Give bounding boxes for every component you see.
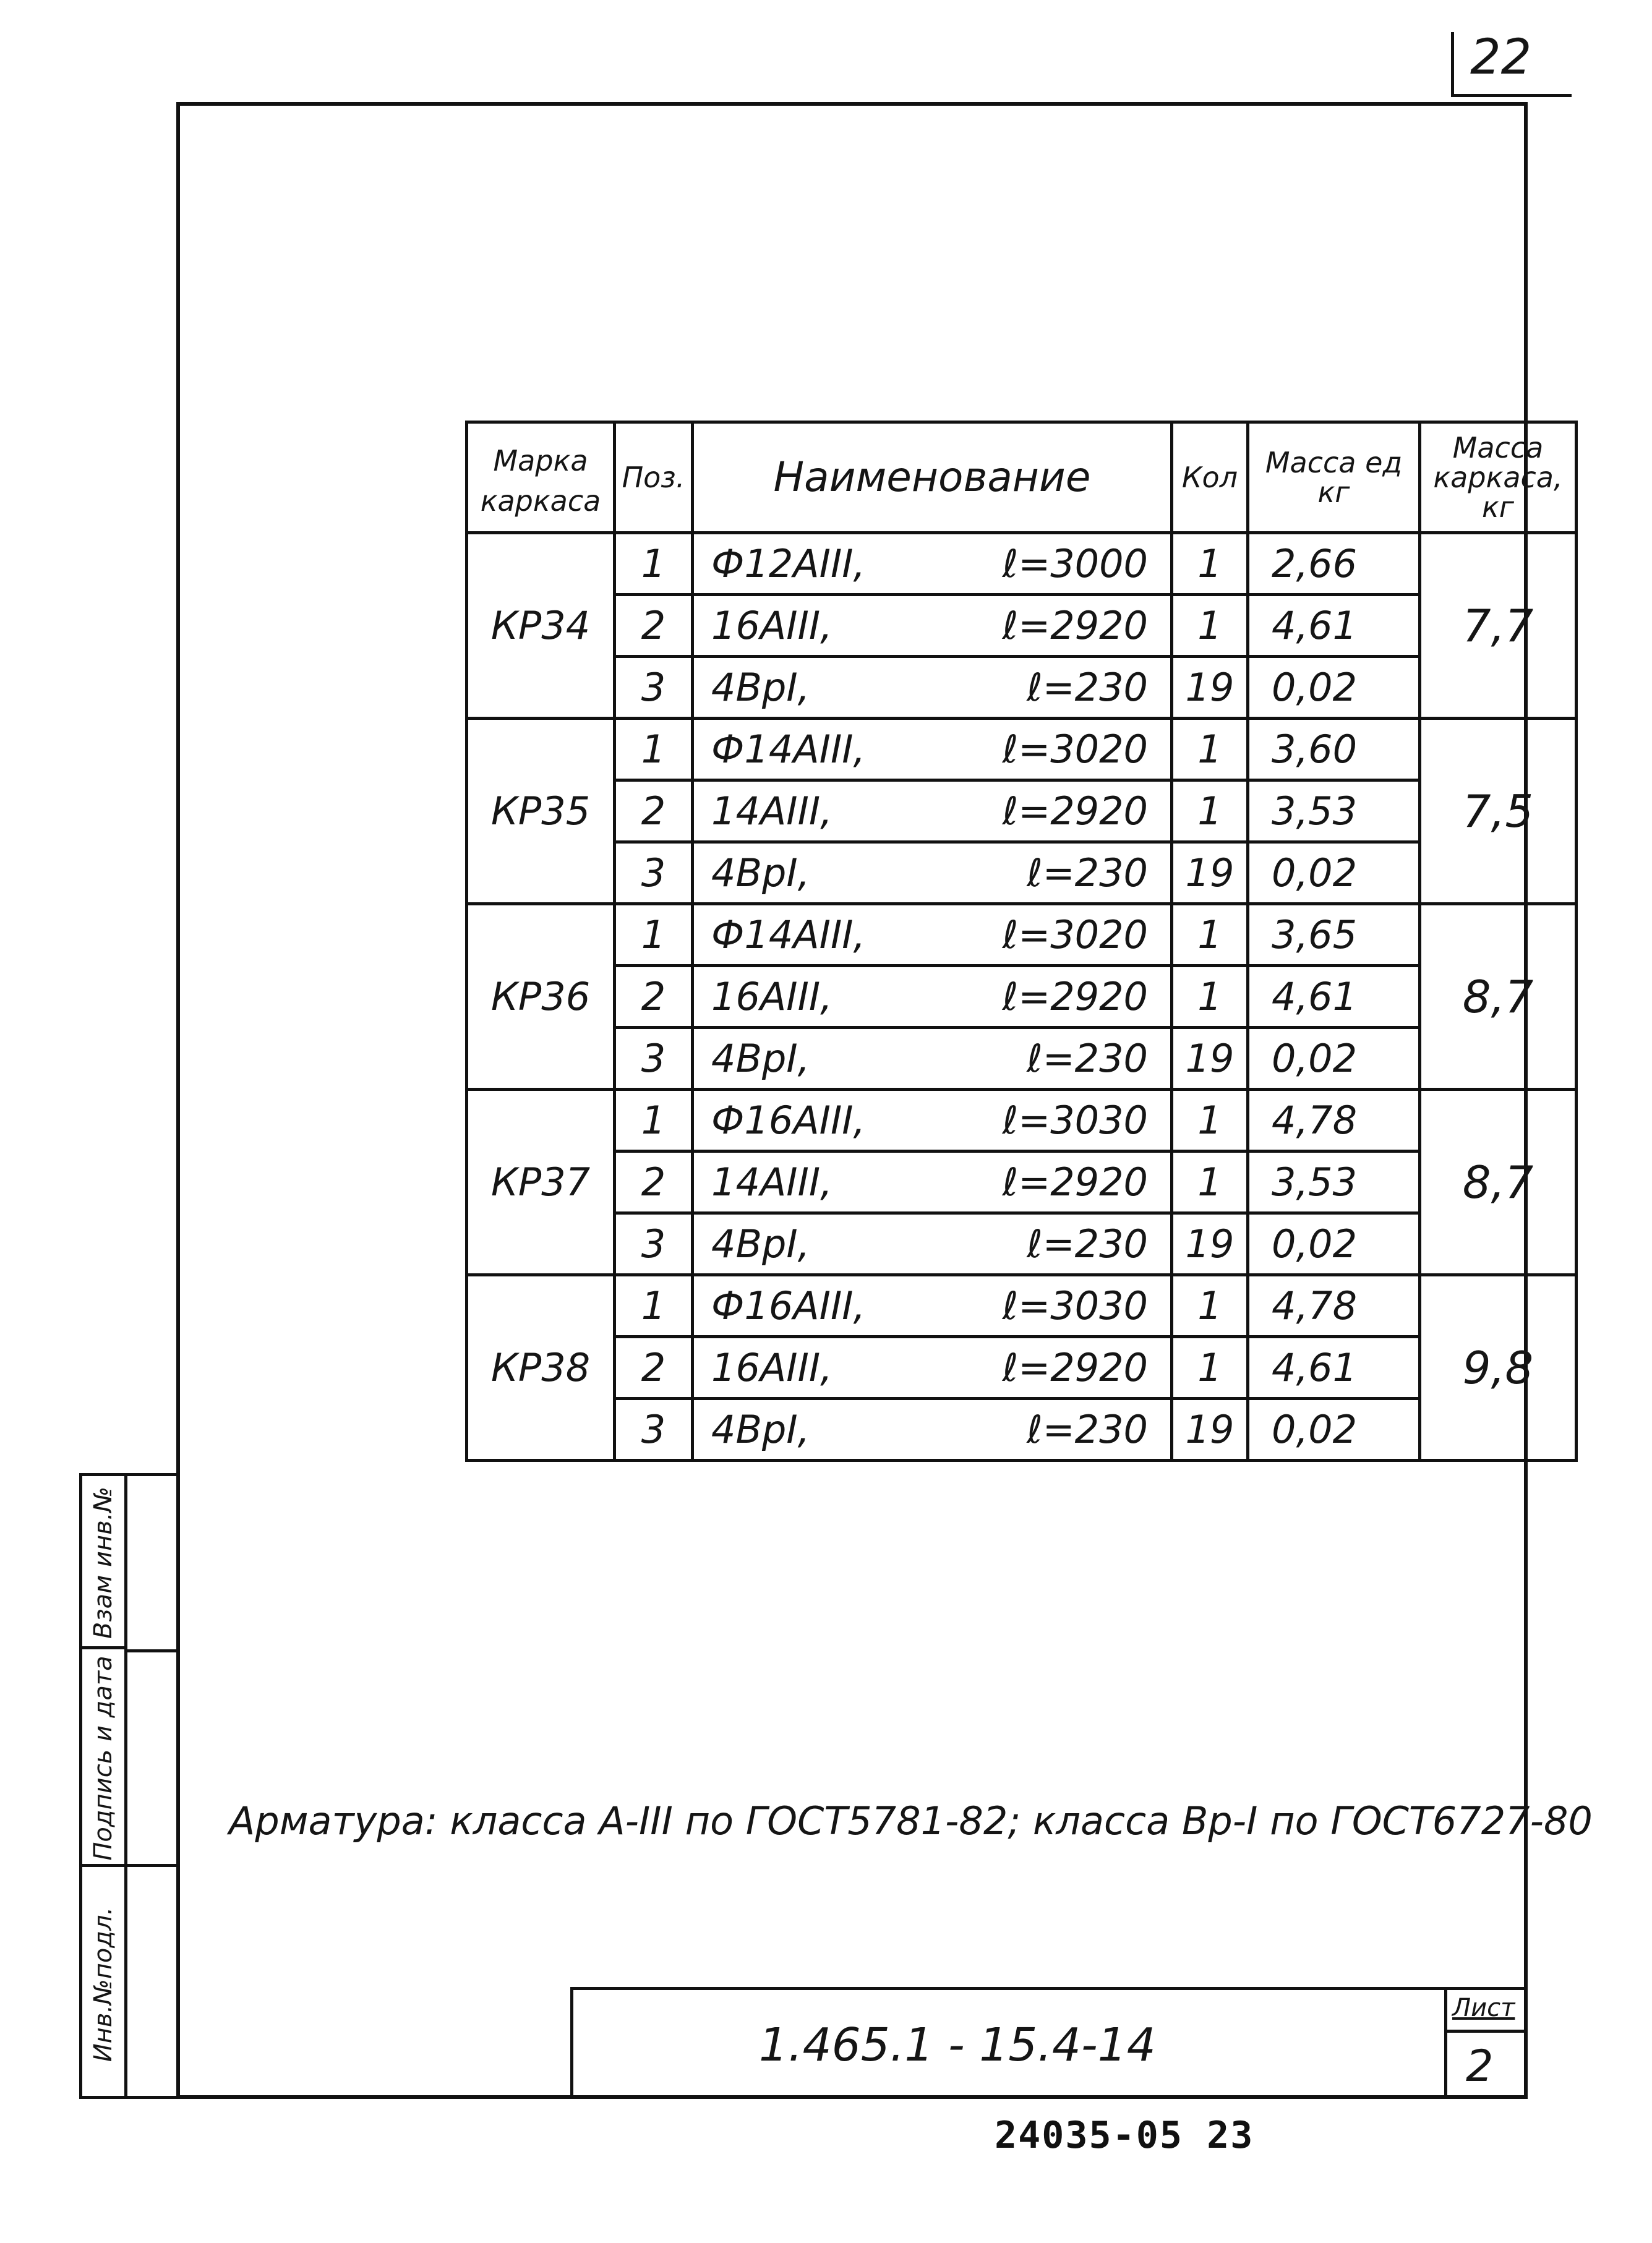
quantity-cell: 19 bbox=[1172, 1399, 1248, 1461]
bar-designation: 4ВрI, bbox=[711, 1221, 810, 1267]
quantity-cell: 1 bbox=[1172, 966, 1248, 1028]
name-cell bbox=[693, 1399, 1172, 1461]
bar-designation: Ф12АIII, bbox=[711, 541, 866, 586]
position-cell: 2 bbox=[615, 966, 693, 1028]
name-cell bbox=[693, 595, 1172, 657]
bar-length: ℓ=230 bbox=[1027, 850, 1148, 895]
side-stamp-label-column bbox=[82, 1476, 127, 2096]
header-unit-mass: Масса ед кг bbox=[1248, 422, 1420, 533]
side-cell-inv bbox=[82, 1867, 124, 2102]
quantity-cell: 19 bbox=[1172, 657, 1248, 719]
quantity-cell: 19 bbox=[1172, 1028, 1248, 1090]
footer-code: 24035-05 23 bbox=[995, 2114, 1254, 2157]
quantity-cell: 1 bbox=[1172, 780, 1248, 842]
name-cell bbox=[693, 719, 1172, 780]
position-cell: 1 bbox=[615, 533, 693, 595]
unit-mass-cell: 4,61 bbox=[1248, 966, 1420, 1028]
bar-length: ℓ=230 bbox=[1027, 1407, 1148, 1452]
bar-length: ℓ=2920 bbox=[1002, 974, 1148, 1019]
bar-length: ℓ=3000 bbox=[1002, 541, 1148, 586]
bar-designation: Ф16АIII, bbox=[711, 1098, 866, 1143]
bar-designation: Ф16АIII, bbox=[711, 1283, 866, 1328]
sheet-label: Лист bbox=[1452, 1994, 1515, 2022]
unit-mass-cell: 0,02 bbox=[1248, 1213, 1420, 1275]
unit-mass-cell: 0,02 bbox=[1248, 1399, 1420, 1461]
unit-mass-cell: 4,61 bbox=[1248, 1337, 1420, 1399]
frame-mark-cell: КР38 bbox=[467, 1275, 615, 1461]
bar-length: ℓ=3020 bbox=[1002, 727, 1148, 772]
side-label-sign-date: Подпись и дата bbox=[89, 1656, 118, 1861]
position-cell: 1 bbox=[615, 904, 693, 966]
frame-mass-cell: 7,7 bbox=[1420, 533, 1577, 719]
bar-designation: 4ВрI, bbox=[711, 665, 810, 710]
spec-table bbox=[465, 421, 1578, 1462]
name-cell bbox=[693, 1337, 1172, 1399]
name-cell bbox=[693, 966, 1172, 1028]
unit-mass-cell: 4,61 bbox=[1248, 595, 1420, 657]
frame-mass-cell: 7,5 bbox=[1420, 719, 1577, 904]
quantity-cell: 19 bbox=[1172, 842, 1248, 904]
quantity-cell: 1 bbox=[1172, 533, 1248, 595]
name-cell bbox=[693, 1090, 1172, 1151]
position-cell: 3 bbox=[615, 1399, 693, 1461]
position-cell: 3 bbox=[615, 1028, 693, 1090]
quantity-cell: 1 bbox=[1172, 1275, 1248, 1337]
frame-mass-cell: 9,8 bbox=[1420, 1275, 1577, 1461]
side-label-inv-orig: Инв.№подл. bbox=[89, 1907, 118, 2062]
table-row bbox=[467, 657, 1577, 719]
table-row bbox=[467, 595, 1577, 657]
spec-body bbox=[467, 533, 1577, 1461]
bar-length: ℓ=2920 bbox=[1002, 1345, 1148, 1390]
table-row bbox=[467, 1151, 1577, 1213]
name-cell bbox=[693, 1151, 1172, 1213]
frame-mark-cell: КР35 bbox=[467, 719, 615, 904]
table-row bbox=[467, 1399, 1577, 1461]
bar-length: ℓ=230 bbox=[1027, 1036, 1148, 1081]
quantity-cell: 1 bbox=[1172, 904, 1248, 966]
header-frame-mass: Масса каркаса, кг bbox=[1420, 422, 1577, 533]
name-cell bbox=[693, 533, 1172, 595]
position-cell: 3 bbox=[615, 842, 693, 904]
spec-header-row bbox=[467, 422, 1577, 533]
corner-page-number bbox=[1451, 32, 1572, 97]
bar-length: ℓ=2920 bbox=[1002, 1160, 1148, 1205]
bar-length: ℓ=2920 bbox=[1002, 603, 1148, 648]
position-cell: 2 bbox=[615, 595, 693, 657]
unit-mass-cell: 0,02 bbox=[1248, 842, 1420, 904]
position-cell: 1 bbox=[615, 1090, 693, 1151]
position-cell: 3 bbox=[615, 1213, 693, 1275]
bar-length: ℓ=2920 bbox=[1002, 788, 1148, 834]
header-mark: Марка каркаса bbox=[467, 422, 615, 533]
table-row bbox=[467, 842, 1577, 904]
side-stamp bbox=[79, 1473, 176, 2099]
frame-mark-cell: КР37 bbox=[467, 1090, 615, 1275]
document-code: 1.465.1 - 15.4-14 bbox=[759, 2019, 1156, 2072]
side-divider-2 bbox=[124, 1864, 179, 1867]
bar-length: ℓ=230 bbox=[1027, 665, 1148, 710]
reinforcement-note: Арматура: класса А-III по ГОСТ5781-82; класса Вр-I по ГОСТ6727-80 bbox=[229, 1798, 1593, 1844]
frame-mass-cell: 8,7 bbox=[1420, 1090, 1577, 1275]
bar-length: ℓ=3020 bbox=[1002, 912, 1148, 957]
table-row bbox=[467, 533, 1577, 595]
bar-designation: 16АIII, bbox=[711, 974, 832, 1019]
frame-mark-cell: КР34 bbox=[467, 533, 615, 719]
frame-mass-cell: 8,7 bbox=[1420, 904, 1577, 1090]
bar-length: ℓ=3030 bbox=[1002, 1098, 1148, 1143]
position-cell: 2 bbox=[615, 780, 693, 842]
unit-mass-cell: 3,60 bbox=[1248, 719, 1420, 780]
bar-designation: 16АIII, bbox=[711, 603, 832, 648]
bar-designation: 4ВрI, bbox=[711, 1407, 810, 1452]
table-row bbox=[467, 1090, 1577, 1151]
name-cell bbox=[693, 842, 1172, 904]
quantity-cell: 1 bbox=[1172, 595, 1248, 657]
unit-mass-cell: 3,65 bbox=[1248, 904, 1420, 966]
bar-designation: 14АIII, bbox=[711, 788, 832, 834]
unit-mass-cell: 4,78 bbox=[1248, 1275, 1420, 1337]
side-cell-replace bbox=[82, 1476, 124, 1649]
table-row bbox=[467, 966, 1577, 1028]
unit-mass-cell: 3,53 bbox=[1248, 1151, 1420, 1213]
table-row bbox=[467, 1028, 1577, 1090]
frame-mark-cell: КР36 bbox=[467, 904, 615, 1090]
table-row bbox=[467, 1275, 1577, 1337]
header-qty: Кол bbox=[1172, 422, 1248, 533]
header-pos: Поз. bbox=[615, 422, 693, 533]
name-cell bbox=[693, 1028, 1172, 1090]
sheet-cell bbox=[1444, 1990, 1528, 2099]
table-row bbox=[467, 1337, 1577, 1399]
bar-length: ℓ=230 bbox=[1027, 1221, 1148, 1267]
bar-designation: Ф14АIII, bbox=[711, 912, 866, 957]
corner-number-text: 22 bbox=[1470, 30, 1532, 85]
table-row bbox=[467, 1213, 1577, 1275]
table-row bbox=[467, 780, 1577, 842]
unit-mass-cell: 3,53 bbox=[1248, 780, 1420, 842]
quantity-cell: 1 bbox=[1172, 1090, 1248, 1151]
bar-designation: 16АIII, bbox=[711, 1345, 832, 1390]
name-cell bbox=[693, 904, 1172, 966]
header-name: Наименование bbox=[693, 422, 1172, 533]
position-cell: 2 bbox=[615, 1337, 693, 1399]
quantity-cell: 1 bbox=[1172, 1151, 1248, 1213]
name-cell bbox=[693, 1275, 1172, 1337]
sheet-divider bbox=[1447, 2030, 1528, 2033]
bar-designation: 4ВрI, bbox=[711, 850, 810, 895]
table-row bbox=[467, 719, 1577, 780]
name-cell bbox=[693, 657, 1172, 719]
bar-designation: Ф14АIII, bbox=[711, 727, 866, 772]
side-cell-sign bbox=[82, 1649, 124, 1867]
bar-designation: 14АIII, bbox=[711, 1160, 832, 1205]
unit-mass-cell: 4,78 bbox=[1248, 1090, 1420, 1151]
position-cell: 2 bbox=[615, 1151, 693, 1213]
quantity-cell: 1 bbox=[1172, 719, 1248, 780]
side-divider-1 bbox=[124, 1649, 179, 1652]
title-block bbox=[570, 1987, 1528, 2099]
unit-mass-cell: 0,02 bbox=[1248, 1028, 1420, 1090]
bar-designation: 4ВрI, bbox=[711, 1036, 810, 1081]
position-cell: 1 bbox=[615, 1275, 693, 1337]
bar-length: ℓ=3030 bbox=[1002, 1283, 1148, 1328]
name-cell bbox=[693, 1213, 1172, 1275]
name-cell bbox=[693, 780, 1172, 842]
unit-mass-cell: 2,66 bbox=[1248, 533, 1420, 595]
unit-mass-cell: 0,02 bbox=[1248, 657, 1420, 719]
position-cell: 3 bbox=[615, 657, 693, 719]
sheet-number: 2 bbox=[1466, 2041, 1494, 2091]
side-label-replace-inv: Взам инв.№ bbox=[89, 1486, 118, 1639]
quantity-cell: 1 bbox=[1172, 1337, 1248, 1399]
quantity-cell: 19 bbox=[1172, 1213, 1248, 1275]
position-cell: 1 bbox=[615, 719, 693, 780]
table-row bbox=[467, 904, 1577, 966]
